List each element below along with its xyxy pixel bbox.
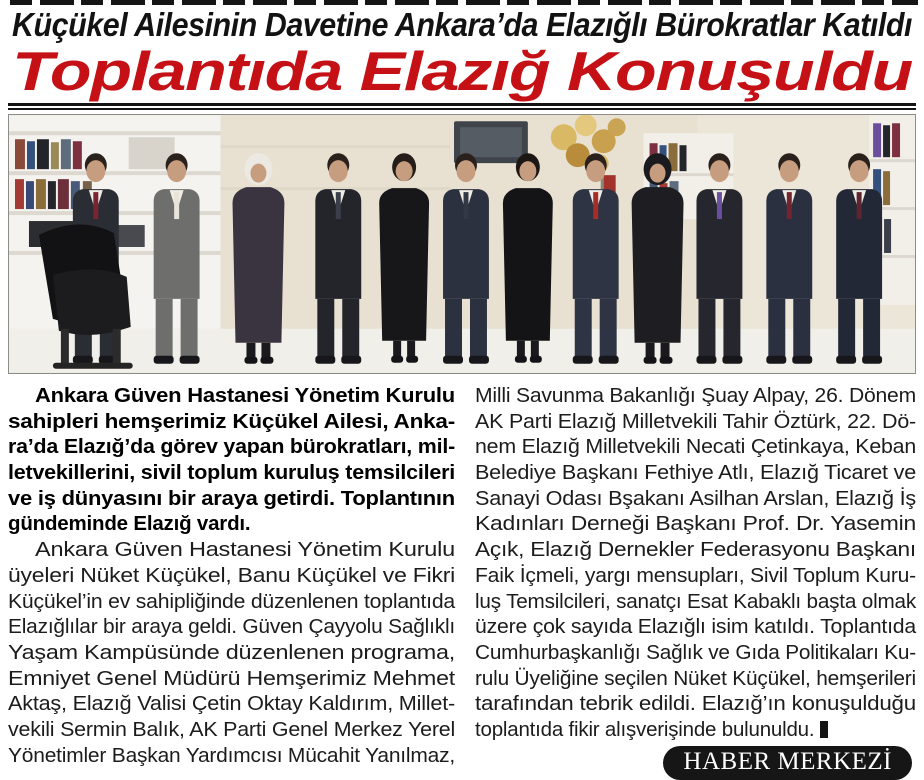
body-line: Yaşam Kampüsünde düzenlenen programa, [8,640,455,664]
body-line: Açık, Elazığ Dernekler Federasyonu Başkanı [475,538,917,562]
body-line: ra’da Elazığ’da görev yapan bürokratları, mil- [8,435,455,459]
body-line: toplantıda fikir alışverişinde bulunuldu. [475,717,916,743]
group-photo [9,115,915,373]
body-line: AK Parti Elazığ Milletvekili Tahir Öztürk, 22. Dö- [475,409,917,433]
body-line: Küçükel’in ev sahipliğinde düzenlenen toplantıda [8,589,455,613]
body-line: Milli Savunma Bakanlığı Şuay Alpay, 26. Dönem [475,384,916,407]
body-line: Ankara Güven Hastanesi Yönetim Kurulu [35,538,456,562]
main-headline: Toplantıda Elazığ Konuşuldu [12,40,913,102]
article-body [0,383,924,780]
article-photo [8,114,916,374]
second-paragraph [8,537,455,768]
body-line: rulu Üyeliğine seçilen Nüket Küçükel, hemşerileri [475,666,916,690]
body-line: Yönetimler Başkan Yardımcısı Mücahit Yanılmaz, [8,743,455,767]
news-center-badge: HABER MERKEZİ [663,746,912,780]
headline-row [12,40,913,102]
body-line: tarafından tebrik edildi. Elazığ’ın konuşulduğu [475,692,917,716]
body-line: luş Temsilcileri, sanatçı Esat Kabaklı başta olmak [475,589,917,613]
body-line: Kadınları Derneği Başkanı Prof. Dr. Yasemin [475,512,916,536]
body-line: Belediye Başkanı Fethiye Atlı, Elazığ Ticaret ve [475,461,917,485]
body-line: sahipleri hemşerimiz Küçükel Ailesi, Anka- [8,409,456,433]
body-line: Elazığlılar bir araya geldi. Güven Çayyolu Sağlıklı [8,615,455,639]
body-line: Ankara Güven Hastanesi Yönetim Kurulu [35,384,456,407]
body-line: nem Elazığ Milletvekili Necati Çetinkaya, Keban [475,435,916,459]
kicker-row [12,6,912,43]
body-line: Emniyet Genel Müdürü Hemşerimiz Mehmet [8,666,455,690]
headline-divider-rule [8,103,916,110]
body-line: üyeleri Nüket Küçükel, Banu Küçükel ve Fikri [8,563,456,587]
left-column [8,383,455,780]
body-line: Faik İçmeli, yargı mensupları, Sivil Toplum Kuru- [475,563,917,587]
end-of-article-mark [820,721,828,738]
body-line: üzere çok sayıda Elazığlı isim katıldı. Toplantıda [475,615,917,639]
masthead [0,6,924,100]
body-line: Aktaş, Elazığ Valisi Çetin Oktay Kaldırım, Millet- [8,692,456,716]
body-line: letvekillerini, sivil toplum kuruluş temsilcileri [8,461,456,485]
body-line: gündeminde Elazığ vardı. [8,512,251,536]
right-column [475,383,916,780]
body-line: vekili Sermin Balık, AK Parti Genel Merkez Yerel [8,717,456,741]
kicker-headline: Küçükel Ailesinin Davetine Ankara’da Elazığlı Bürokratlar Katıldı [12,6,913,43]
body-line: Cumhurbaşkanlığı Sağlık ve Gıda Politikaları Ku- [475,640,916,664]
body-line: Sanayi Odası Bşakanı Asilhan Arslan, Elazığ İş [475,486,916,510]
cropped-text-remnant [10,0,918,5]
lead-paragraph [8,383,455,537]
byline-row [475,746,916,780]
body-line: ve iş dünyasını bir araya getirdi. Toplantının [8,486,456,510]
